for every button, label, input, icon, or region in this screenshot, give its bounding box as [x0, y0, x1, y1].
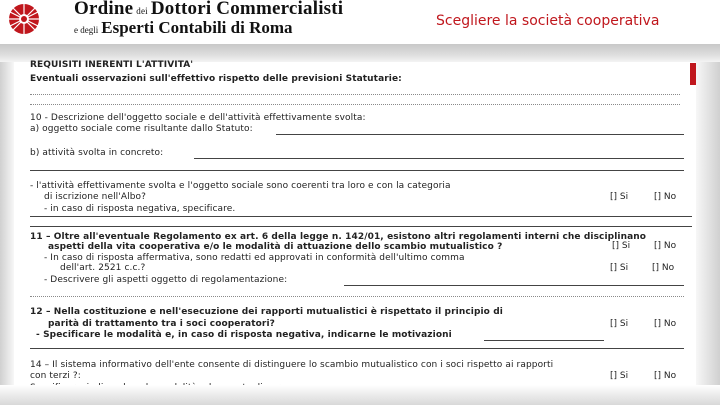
q14-line2: con terzi ?:: [30, 371, 81, 381]
right-shadow: [696, 62, 720, 405]
q11-line4: dell'art. 2521 c.c.?: [60, 263, 146, 273]
q14-yes-checkbox[interactable]: [] Si: [610, 371, 629, 381]
dotted-line: [30, 94, 680, 95]
q11-line3: - In caso di risposta affermativa, sono redatti ed approvati in conformità dell'ultimo comma: [44, 253, 465, 263]
answer-line: [194, 158, 684, 159]
q12-line3: - Specificare le modalità e, in caso di risposta negativa, indicarne le motivazioni: [36, 330, 452, 340]
org-name-line1: Ordine dei Dottori Commercialisti: [74, 0, 344, 19]
answer-line: [484, 340, 604, 341]
q10-line4: - l'attività effettivamente svolta e l'oggetto sociale sono coerenti tra loro e con la categoria: [30, 181, 451, 191]
q11-compliance-yes-checkbox[interactable]: [] Si: [610, 263, 629, 273]
q10-no-checkbox[interactable]: [] No: [654, 192, 677, 202]
scanned-form: [14, 58, 696, 405]
org-name-line2: e degli Esperti Contabili di Roma: [74, 18, 293, 37]
slide-header: [0, 0, 720, 42]
q10-line6: - in caso di risposta negativa, specificare.: [44, 204, 236, 214]
q11-line1: 11 – Oltre all'eventuale Regolamento ex art. 6 della legge n. 142/01, esistono altri regolamenti interni che disciplinano: [30, 232, 647, 242]
dotted-line: [30, 296, 684, 297]
answer-line: [30, 348, 684, 349]
q10-line2: a) oggetto sociale come risultante dallo Statuto:: [30, 124, 253, 134]
q14-line1: 14 – Il sistema informativo dell'ente consente di distinguere lo scambio mutualistico con i soci rispetto ai rapporti: [30, 360, 554, 370]
q14-no-checkbox[interactable]: [] No: [654, 371, 677, 381]
q10-line1: 10 - Descrizione dell'oggetto sociale e dell'attività effettivamente svolta:: [30, 113, 366, 123]
left-shadow: [0, 62, 14, 405]
q12-no-checkbox[interactable]: [] No: [654, 319, 677, 329]
answer-line: [344, 285, 684, 286]
answer-line: [30, 216, 692, 217]
q11-yes-checkbox[interactable]: [] Si: [612, 241, 631, 251]
q12-yes-checkbox[interactable]: [] Si: [610, 319, 629, 329]
slide-title: Scegliere la società cooperativa: [436, 13, 660, 29]
q10-line5: di iscrizione nell'Albo?: [44, 192, 147, 202]
answer-line: [276, 134, 684, 135]
q11-line2: aspetti della vita cooperativa e/o le modalità di attuazione dello scambio mutualistico ?: [48, 242, 503, 252]
q10-yes-checkbox[interactable]: [] Si: [610, 192, 629, 202]
answer-line: [30, 170, 684, 171]
section-title: REQUISITI INERENTI L'ATTIVITA': [30, 60, 194, 70]
q11-compliance-no-checkbox[interactable]: [] No: [652, 263, 675, 273]
dotted-line: [30, 104, 680, 105]
answer-line: [30, 226, 692, 227]
q11-line5: - Descrivere gli aspetti oggetto di regolamentazione:: [44, 275, 288, 285]
order-logo-icon: [2, 2, 46, 36]
bottom-shadow: [0, 385, 720, 405]
q11-no-checkbox[interactable]: [] No: [654, 241, 677, 251]
q12-line1: 12 – Nella costituzione e nell'esecuzione dei rapporti mutualistici è rispettato il principio di: [30, 307, 503, 317]
q10-line3: b) attività svolta in concreto:: [30, 148, 164, 158]
form-subtitle: Eventuali osservazioni sull'effettivo rispetto delle previsioni Statutarie:: [30, 74, 402, 84]
q12-line2: parità di trattamento tra i soci cooperatori?: [48, 319, 275, 329]
